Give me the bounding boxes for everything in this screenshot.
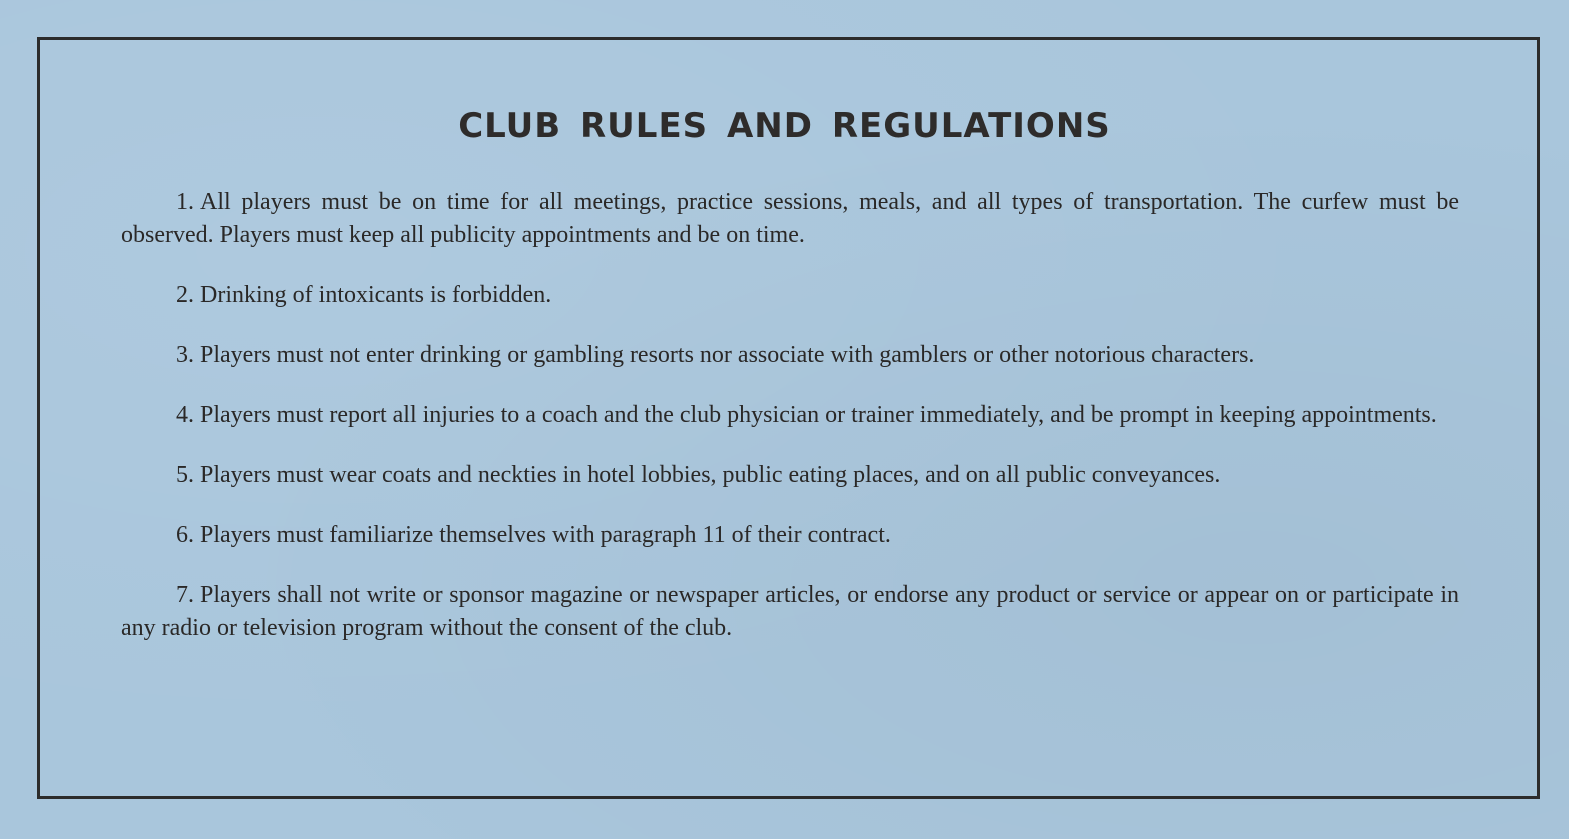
rule-item-1 xyxy=(121,186,1459,252)
rule-number: 7. xyxy=(176,582,194,608)
rule-item-3 xyxy=(121,339,1459,372)
rule-number: 5. xyxy=(176,462,194,488)
rule-text: Players must report all injuries to a coach and the club physician or trainer immediately, and be prompt in keeping appointments. xyxy=(200,402,1437,428)
rule-item-5 xyxy=(121,459,1459,492)
rule-number: 4. xyxy=(176,402,194,428)
rule-text: Players must not enter drinking or gambling resorts nor associate with gamblers or other notorious characters. xyxy=(200,342,1255,368)
rule-number: 6. xyxy=(176,522,194,548)
rule-item-6 xyxy=(121,519,1459,552)
rule-item-4 xyxy=(121,399,1459,432)
rule-item-2 xyxy=(121,279,1459,312)
rule-text: Players must familiarize themselves with paragraph 11 of their contract. xyxy=(200,522,891,548)
rule-item-7 xyxy=(121,579,1459,645)
rule-number: 3. xyxy=(176,342,194,368)
rule-text: Players must wear coats and neckties in hotel lobbies, public eating places, and on all public conveyances. xyxy=(200,462,1221,488)
rule-number: 1. xyxy=(176,189,194,215)
rule-number: 2. xyxy=(176,282,194,308)
document-title: CLUB RULES AND REGULATIONS xyxy=(458,106,1111,146)
rule-text: All players must be on time for all meetings, practice sessions, meals, and all types of transportation. The curfew must be observed. Players must keep all publicity appointments and be on time. xyxy=(121,189,1459,248)
rule-text: Drinking of intoxicants is forbidden. xyxy=(200,282,552,308)
rules-list xyxy=(121,186,1459,645)
rule-text: Players shall not write or sponsor magazine or newspaper articles, or endorse any product or service or appear on or participate in any radio or television program without the consent of the club. xyxy=(121,582,1459,641)
